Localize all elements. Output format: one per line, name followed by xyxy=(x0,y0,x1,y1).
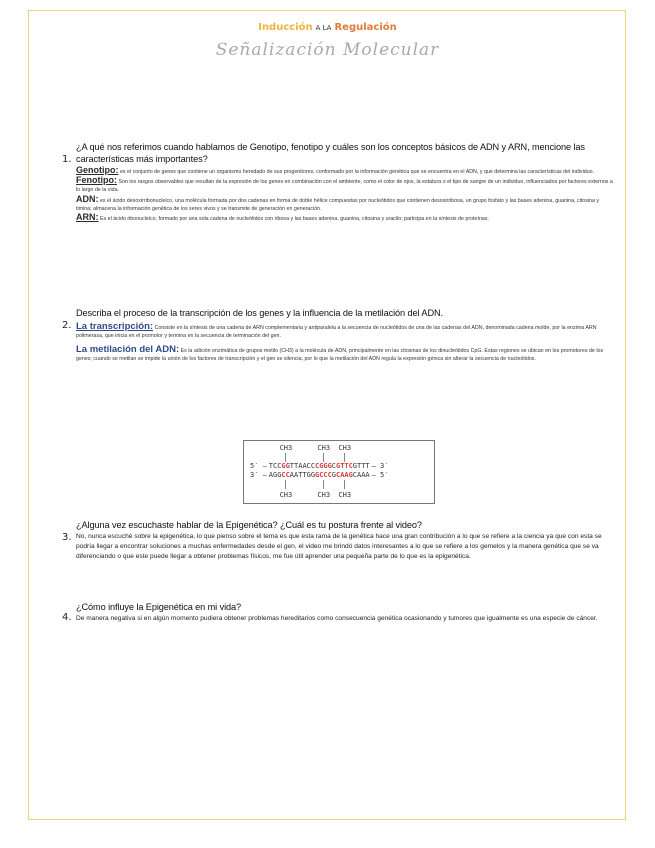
methyl-group-label: CH3 xyxy=(279,491,293,499)
page-border xyxy=(28,10,626,820)
arn-paragraph xyxy=(76,213,616,223)
dna-bottom-strand-segment: AAA xyxy=(357,471,370,479)
question-3-number: 3. xyxy=(62,532,72,543)
transcripcion-term: La transcripción: xyxy=(76,320,154,332)
methyl-group-label: CH3 xyxy=(317,444,331,452)
page-title xyxy=(0,22,655,33)
dna-top-strand-segment: G xyxy=(352,462,358,470)
question-1-number: 1. xyxy=(62,154,72,165)
dna-bottom-strand-segment: C xyxy=(352,471,358,479)
question-3-text: ¿Alguna vez escuchaste hablar de la Epigenética? ¿Cuál es tu postura frente al video? xyxy=(76,520,422,530)
genotipo-paragraph xyxy=(76,166,616,176)
adn-term: ADN: xyxy=(76,193,99,204)
title-part-regulacion: Regulación xyxy=(334,22,397,33)
dna-top-strand-segment: TTAACC xyxy=(289,462,316,470)
question-1-block xyxy=(76,142,616,223)
arn-term: ARN: xyxy=(76,212,99,223)
dna-top-strand-segment: GTTC xyxy=(336,462,353,470)
question-3-answer: No, nunca escuché sobre la epigenética, lo que pienso sobre el tema es que esta rama de la genética hace una gran contribución a lo que se refiere a la ciencia ya que con esta se podría llegar a encontrar soluciones a muchas enfermedades desde el gen, el video me brindó datos interesantes a lo que se refiere a los gemelos y la manera genética que se va diferenciando o que este puede llegar a obtener problemas físicos, me fue útil aprender una pequeña parte de lo que es la epigenética. xyxy=(76,532,602,561)
fenotipo-paragraph xyxy=(76,176,616,194)
dna-top-strand-segment: GG xyxy=(281,462,290,470)
transcripcion-text: Consiste en la síntesis de una cadena de ARN complementaria y antiparalela a la secuencia de nucleótidos de una de las cadenas del ADN, denominada cadena molde, por la enzima ARN polimerasa, que inicia en el promotor y termina en la secuencia de terminación del gen. xyxy=(76,324,597,339)
genotipo-term: Genotipo: xyxy=(76,165,119,175)
dna-bottom-strand-segment: G xyxy=(331,471,337,479)
question-2-text: Describa el proceso de la transcripción de los genes y la influencia de la metilación del ADN. xyxy=(76,308,443,318)
question-2-block xyxy=(76,308,616,363)
title-part-induccion: Inducción xyxy=(258,22,313,33)
arn-text: Es el ácido ribonucleico, formado por una sola cadena de nucleótidos con ribosa y las bases adenina, guanina, citosina y uracilo; participa en la síntesis de proteínas. xyxy=(99,216,489,223)
dna-methylation-figure xyxy=(243,440,435,504)
question-4-number: 4. xyxy=(62,612,72,623)
page-subtitle: Señalización Molecular xyxy=(215,40,440,60)
dna-bottom-strand-segment: AATTGG xyxy=(289,471,316,479)
dna-top-strand-segment: CGGG xyxy=(315,462,332,470)
fenotipo-term: Fenotipo: xyxy=(76,175,117,186)
methyl-group-label: CH3 xyxy=(317,491,331,499)
question-1-text: ¿A qué nos referimos cuando hablamos de Genotipo, fenotipo y cuáles son los conceptos básicos de ADN y ARN, mencione las características más importantes? xyxy=(76,142,585,164)
dna-bottom-strand-segment: AGG xyxy=(268,471,282,479)
dna-bottom-strand-suffix: — 5′ xyxy=(371,471,389,479)
dna-methylation-diagram xyxy=(244,441,434,503)
question-4-block xyxy=(76,602,616,624)
title-part-a-la: A LA xyxy=(315,24,332,32)
dna-top-strand-segment: TTT xyxy=(357,462,370,470)
methyl-group-label: CH3 xyxy=(279,444,293,452)
dna-bottom-strand-segment: CAAG xyxy=(336,471,353,479)
methyl-group-label: CH3 xyxy=(338,444,352,452)
transcripcion-paragraph xyxy=(76,320,616,340)
dna-top-strand-segment: TCC xyxy=(268,462,282,470)
fenotipo-text: Son los rasgos observables que resultan de la expresión de los genes en combinación con el ambiente, como el color de ojos, la estatura o el tipo de sangre de un individuo, influenciados por factores externos a lo largo de la vida. xyxy=(76,179,613,194)
metilacion-paragraph xyxy=(76,343,616,363)
genotipo-text: es el conjunto de genes que contiene un organismo heredado de sus progenitores, conformado por la información genética que se encuentra en el ADN, y que determina las características del individuo. xyxy=(119,169,595,175)
dna-bottom-strand-prefix: 3′ — xyxy=(250,471,267,479)
question-4-text: ¿Cómo influye la Epigenética en mi vida? xyxy=(76,602,242,612)
question-4-answer: De manera negativa si en algún momento pudiera obtener problemas hereditarios como consecuencia genética ocasionando y tumores que igualmente es una especie de cáncer. xyxy=(76,614,598,622)
dna-top-strand-prefix: 5′ — xyxy=(250,462,267,470)
question-2-number: 2. xyxy=(62,320,72,331)
metilacion-term: La metilación del ADN: xyxy=(76,343,180,355)
adn-text: es el ácido desoxirribonucleico, una molécula formada por dos cadenas en forma de doble hélice compuestas por nucleótidos que contienen desoxirribosa, un grupo fosfato y las bases adenina, guanina, citosina y timina; almacena la información genética de los seres vivos y se transmite de generación en generación. xyxy=(76,197,600,212)
adn-paragraph xyxy=(76,195,616,213)
metilacion-text: Es la adición enzimática de grupos metilo (CH3) a la molécula de ADN, principalmente en las citosinas de los dinucleótidos CpG. Estas regiones se ubican en los promotores de los genes; cuando se metilan se impide la unión de los factores de transcripción y el gen se silencia, por lo que la metilación del ADN regula la expresión génica sin alterar la secuencia de nucleótidos. xyxy=(76,347,604,363)
methyl-group-label: CH3 xyxy=(338,491,352,499)
dna-bottom-strand-segment: CC xyxy=(281,471,290,479)
question-3-block xyxy=(76,520,616,563)
dna-bottom-strand-segment: GCCC xyxy=(315,471,332,479)
dna-top-strand-segment: C xyxy=(331,462,337,470)
dna-top-strand-suffix: — 3′ xyxy=(371,462,389,470)
